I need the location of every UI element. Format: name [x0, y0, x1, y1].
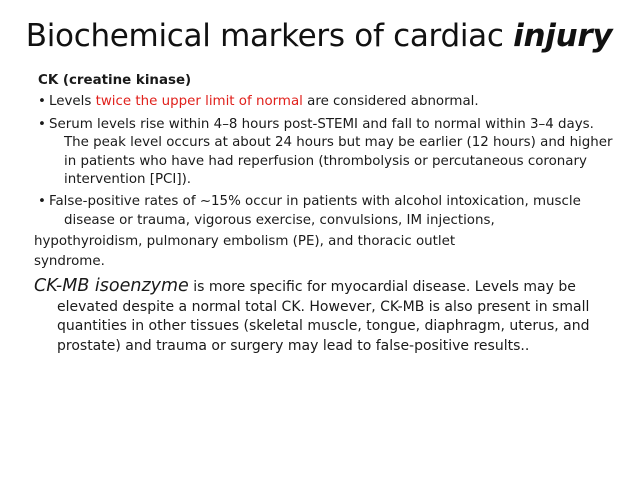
slide-title: [0, 14, 638, 58]
bullet-serum-text: Serum levels rise within 4–8 hours post-STEMI and fall to normal within 3–4 days. The peak level occurs at about 24 hours but may be earlier (12 hours) and higher in patients who have had reperfusion (thrombolysis or percutaneous coronary intervention [PCI]).: [49, 116, 613, 188]
continuation-text: hypothyroidism, pulmonary embolism (PE), and thoracic outlet syndrome.: [34, 234, 456, 269]
bullet-false-positive: [38, 193, 613, 230]
section-heading: CK (creatine kinase): [38, 73, 192, 88]
bullet-marker: •: [38, 94, 46, 110]
title-emphasis: injury: [513, 18, 613, 54]
bullet-serum-levels: [38, 116, 613, 190]
bullet-levels-pre: Levels: [49, 94, 96, 110]
bullet-levels-post: are considered abnormal.: [302, 94, 479, 110]
bullet-levels: [38, 93, 613, 111]
bullet-marker: •: [38, 116, 46, 132]
title-main: Biochemical markers of cardiac: [25, 18, 514, 54]
bullet-marker: •: [38, 194, 46, 210]
ckmb-text: is more specific for myocardial disease. Levels may be elevated despite a normal total CK. However, CK-MB is also present in small quantities in other tissues (skeletal muscle, tongue, diaphragm, uterus, and prostate) and trauma or surgery may lead to false-positive results..: [57, 279, 590, 354]
slide-body: [34, 72, 613, 356]
ckmb-term: CK-MB isoenzyme: [34, 276, 189, 297]
bullet-levels-highlight: twice the upper limit of normal: [95, 94, 303, 110]
bullet-false-positive-text: False-positive rates of ~15% occur in patients with alcohol intoxication, muscle disease or trauma, vigorous exercise, convulsions, IM injections,: [49, 194, 581, 228]
ckmb-paragraph: [34, 277, 613, 356]
